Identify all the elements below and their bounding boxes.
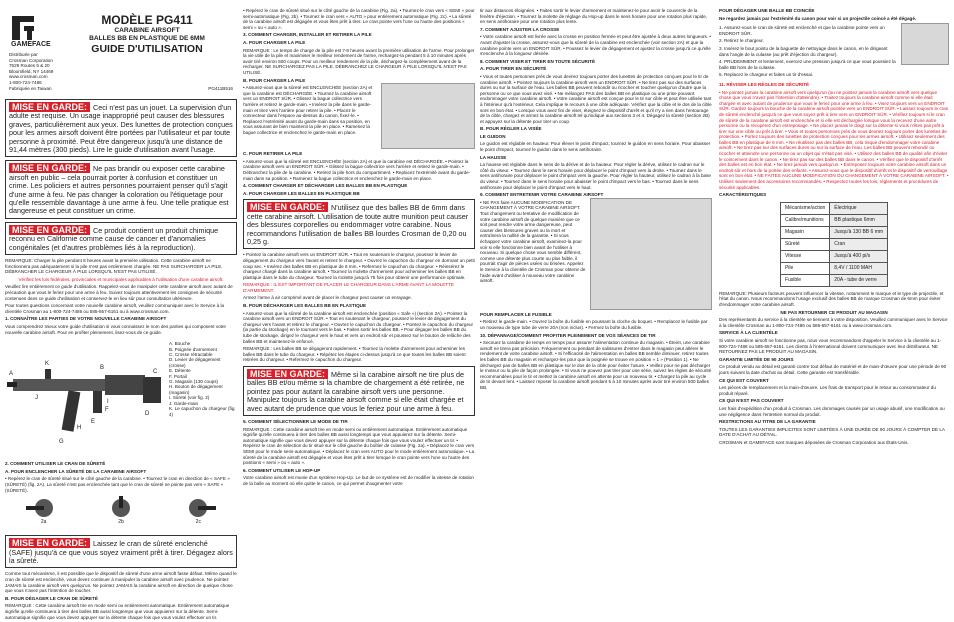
section-11-heading: 11. RÉVISER LES RÈGLES DE SÉCURITÉ [719,81,810,87]
section-3a-text: REMARQUE : Le temps de charge de la pile est 7-8 heures avant la première utilisation de l'arme. Pour prolonger la vie utile de la pile et maximiser le meilleur rendement de l'arme, rechargez-la pendant 5 à 10 minutes après avoir tiré environ 500 coups. Pour un meilleur rendement de la pile, déchargez-la complètement avant de la recharger. NE SURCHARGEZ PAS LA PILE. DÉBRANCHEZ LE CHARGEUR À PILE LORSQU'IL N'EST PAS UTILISÉ. [243,47,475,75]
section-8a-text: • Vous et toutes personnes près de vous devriez toujours porter des lunettes de protection conçues pour le tir de carabine airsoft. • Pointez toujours la carabine airsoft vers un ENDROIT SÛR. • Ne tirez pas sur des surfaces dures ou sur la surface de l'eau. Les balles BB peuvent rebondir ou ricocher et toucher quelqu'un d'autre que la personne ou ce que vous avez visé. • Ne mélangez PAS des balles BB en plastique ou une prise pouvant endommager votre carabine airsoft. • Votre carabine airsoft est conçue pour le tir sur cible et peut être utilisée tant à l'intérieur qu'à l'extérieur. Cela implique le recours à une cible adéquate. Vérifiez que la cible et le dos de la cible sont en bon état. • Lorsque vous avez fini de viser, éteignez le dispositif d'arrêt et qu'il n'y a rien dans l'entourage de la cible, chargez et armez la carabine airsoft tel qu'indiqué aux sections 3 et 4. Dégagez la sûreté (section 2B) et appuyez sur la détente pour tirer un coup. [480,73,712,124]
svg-text:GAMEFACE: GAMEFACE [11,41,51,48]
svg-text:K: K [45,361,50,368]
limits-heading: RESTRICTIONS AU TITRE DE LA GARANTIE [719,419,816,425]
section-8a-heading: A. POUR TIRER EN SÉCURITÉ [480,66,547,72]
table-row: Sûreté Cran [780,238,887,250]
svg-text:I: I [107,399,109,406]
distributor-address: Distribuée par Crosman Corporation 7629 Routes 5 & 20 Bloomfield, NY 14469 www.crosman.com 1-800-724-7486 Fabriquée en Taiwan [9,52,54,91]
warranty-heading: GARANTIE LIMITÉE DE 90 JOURS [719,356,794,362]
table-row: Calibre/munitions BB plastique 6mm [780,214,887,226]
section-2a-text: • Repérez le cran de sûreté situé sur le côté gauche de la carabine. • Tournez le cran en direction de « SAFE » (SÛRETÉ) (fig. 2A). La sûreté n'est pas enclenchée tant que le cran de sûreté ne pointe pas vers « SAFE » (SÛRETÉ). [5,476,230,493]
section-8b-heading: B. POUR RÉGLER LA VISÉE [480,126,542,132]
column-4 [719,6,949,612]
legend-item: G. Magasin (130 coups) [169,379,219,385]
section-3-heading: 3. COMMENT CHARGER, INSTALLER ET RETIRER LA PILE [243,32,372,38]
table-row: Magasin Jusqu'à 130 BB 6 mm [780,226,887,238]
maintenance-section [480,198,712,310]
section-4b-remark: REMARQUE : Les balles BB se dégageront rapidement. • Tournez la molette d'armement pour acheminer les balles BB dans le tube du chargeur. • Répétez les étapes ci-dessus jusqu'à ce que toutes les balles BB soient retirées du chargeur. • Refermez le capuchon du chargeur. [243,346,466,363]
service-text: Si votre carabine airsoft ne fonctionne pas, nous vous recommandons d'appeler le Service à la clientèle au 1-800-724-7486 ou 585-657-6161. Les clients à l'international doivent communiquer avec leur distributeur. NE RETOURNEZ PAS LE PRODUIT AU MAGASIN. [719,337,942,355]
not-covered-text: Les frais d'expédition d'un produit à Crosman. Les dommages causés par un usage abusif, une modification ou une négligence dans l'entretien normal du produit. [719,405,945,417]
front-sight-heading: LE GUIDON [480,133,506,139]
fuse-heading: POUR REMPLACER LE FUSIBLE [480,311,552,317]
section-4-heading: 4. COMMENT CHARGER ET DÉCHARGER LES BALLES BB EN PLASTIQUE [243,183,408,189]
warning-box-4: MISE EN GARDE: N'utilisez que des balles BB de 6mm dans cette carabine airsoft. L'utilisation de toute autre munition peut causer des blessures corporelles ou endommager votre carabine. Nous recommandons l'utilisation de balles BB lourdes Crosman de 0,20 ou 0,25 g. [243,199,475,249]
not-covered-heading: CE QUI N'EST PAS COUVERT [719,398,784,404]
jam-step: 5. Replacez le chargeur et faites un tir d'essai. [719,72,814,78]
jam-step: 4. PRUDEMMENT et lentement, exercez une pression jusqu'à ce que vous poussiez la balle BB hors de la culasse. [719,59,896,70]
section-3b-text: • Assurez-vous que la sûreté est ENCLENCHÉE (section 2A) et que la carabine est DÉCHARGÉE. • Tournez la carabine airsoft vers un ENDROIT SÛR. • Glissez la bague collectrice vers l'arrière et retirez le garde-main. • Insérez la pile dans le garde-main et tirez vers l'arrière pour retirer la pile. • Placez le connecteur dans l'espace au-dessus du canon, fixez-le. • Replacez l'extrémité avant du garde-main dans sa position, en vous assurant de bien maintenir la pile en place. • Ramenez la bague collectrice et enclenchez le garde-main en place. [243,85,373,135]
jam-intro: Ne regardez jamais par l'extrémité du canon pour voir si un projectile coincé a été dégagé. [719,15,917,21]
section-3c-text: • Assurez-vous que la sûreté est ENCLENCHÉE (section 2A) et que la carabine est DÉCHARGÉE. • Pointez la carabine airsoft vers un ENDROIT SÛR. • Glissez la bague collectrice vers l'arrière et retirez le garde-main. • Débranchez la pile de la carabine. • Retirez la pile hors du compartiment. • Replacez l'extrémité avant du garde-main dans sa position. • Ramenez la bague collectrice et enclenchez le garde-main en place. [243,158,471,181]
table-row: Pile 8,4V / 1100 MAH [780,262,887,274]
remarque-text: REMARQUE: Charger la pile pendant 8 heures avant la première utilisation. Cette carabine airsoft ne fonctionnera pas adéquatement si la pile n'est pas entièrement chargée. NE PAS SURCHARGER LA PILE. DÉBRANCHER LE CHARGEUR À PILE LORSQU'IL N'EST PAS UTILISÉ. [5,258,223,275]
parts-legend [169,341,237,417]
return-heading: NE PAS RETOURNER CE PRODUIT AU MAGASIN [780,309,888,315]
section-8-heading: 8. COMMENT VISER ET TIRER EN TOUTE SÉCURITÉ [480,58,596,64]
column-1 [5,6,237,620]
svg-text:C: C [153,369,158,376]
rear-sight-text: La hausse est réglable dans le sens de la dérive et de la hauteur. Pour régler la dérive, utilisez le cadran sur le côté du viseur. • Tournez dans le sens horaire pour déplacer le point d'impact vers la droite. • Tournez dans le sens antihoraire pour déplacer le point d'impact vers la gauche. Pour régler la hauteur, utilisez le cadran à la base du viseur. • Tournez dans le sens horaire pour abaisser le point d'impact vers le bas. • Tournez dans le sens antihoraire pour déplacer le point d'impact vers le haut. [480,162,711,190]
svg-text:J: J [35,395,38,402]
covered-heading: CE QUI EST COUVERT [719,377,769,383]
battery-section [243,83,475,149]
covered-text: Les pièces de remplacement et la main-d'œuvre. Les frais de transport pour le retour au consommateur du produit réparé. [719,385,936,396]
section-6-continued: tir aux distances éloignées. • Faites sortir le levier d'armement et maintenez-le pour avoir le couvercle de la fenêtre d'éjection. • Tournez la molette de réglage du Hop-up dans le sens horaire pour une rotation plus rapide, en sens antihoraire pour une rotation plus lente. [480,8,708,25]
intro-paragraph: Veuillez lire entièrement ce guide d'utilisation. Rappelez-vous de manipuler cette carabine airsoft avec autant de précaution que vous le feriez pour une arme à feu. Suivez toujours attentivement les consignes de sécurité contenues dans ce guide d'utilisation et conservez-le en lieu sûr pour consultation ultérieure. [5,284,233,301]
col1-body [5,96,237,622]
warning-box-6: MISE EN GARDE: Laissez le cran de sûreté enclenché (SAFE) jusqu'à ce que vous soyez vraiment prêt à tirer. Dégagez alors la sûreté. [5,535,237,568]
section-4b-text: • Assurez-vous que la sûreté de la carabine airsoft est enclenchée (position « Safe ») (section 2A). • Pointez la carabine airsoft vers un ENDROIT SÛR. • Tout en soutenant le chargeur, poussez le levier de dégagement du chargeur vers l'avant et retirez le chargeur. • Ouvrez le capuchon du chargeur. • Pointez le capuchon du chargeur (la partie du stockage) en le tournant vers le bas. • Faites sortir les balles BB. • Pour dégager les balles BB du tube de stockage, dirigez le chargeur vers le haut et vers un endroit sûr et poussez sur le bouton de relâche des balles BB et maintenez-le enfoncé. [243,310,474,344]
legend-item: D. Levier de dégagement (crosse) [169,357,221,368]
svg-text:B: B [100,365,105,372]
section-2b-text: REMARQUE : Cette carabine airsoft tire en mode semi ou entièrement automatique. Entièrement automatique signifie qu'elle continuera à tirer des balles BB aussi longtemps que vous appuierez sur la détente. Semi-automatique signifie que vous devez appuyer sur la détente chaque fois que vous voulez effectuer un tir. [5,603,230,620]
legend-item: B. Poignée d'armement [169,346,217,352]
safety-figure-auto: 2c [176,496,220,532]
product-type: CARABINE AIRSOFT [114,27,180,34]
warning-box-1: MISE EN GARDE: Ceci n'est pas un jouet. La supervision d'un adulte est requise. Un usage inapproprié peut causer des blessures graves, particulièrement aux yeux. Des lunettes de protection conçues pour les armes airsoft doivent être portées par l'utilisateur et par toute personne à proximité. Peut être dangereux jusqu'à une distance de 91,44 mètres (300 pieds). Lire le guide d'utilisation avant l'usage. [5,99,237,157]
safety-selector-figures [5,496,237,532]
legend-item: C. Crosse rétractable [169,352,213,358]
jam-step: 3. Insérez le bout pointu de la baguette de nettoyage dans le canon, en le dirigeant dans l'angle de la culasse (au prêt d'éjection du chargeur). [719,45,888,57]
column-2 [243,6,475,612]
laws-note: Vérifiez les lois fédérales, provinciales et municipales applicables à l'utilisation d'une carabine airsoft. [18,276,224,282]
section-2a-heading: A. POUR ENCLENCHER LA SÛRETÉ DE LA CARABINE AIRSOFT [5,468,147,474]
svg-text:E: E [91,419,96,426]
section-3c-heading: C. POUR RETIRER LA PILE [243,151,303,157]
section-4b-heading: B. POUR DÉCHARGER LES BALLES BB EN PLASTIQUE [243,303,367,309]
table-row: Mécanisme/action Électrique [780,202,887,214]
part-number: PG411B516 [208,86,233,91]
safety-rules: • Ne pointez jamais la carabine airsoft vers quelqu'un (ou ne pointez jamais la carabine airsoft vers quelque chose que vous n'avez pas l'intention d'atteindre). • Traitez toujours la carabine airsoft comme si elle était chargée et avec autant de prudence que vous le feriez pour une arme à feu. • Visez toujours vers un ENDROIT SÛR. Gardez toujours la bouche de la carabine airsoft pointée vers un ENDROIT SÛR. • Laissez toujours le cran de sûreté enclenché jusqu'à ce que vous soyez prêt à tirer vers un ENDROIT SÛR. • Vérifiez toujours si le cran de sûreté de la carabine airsoft est enclenchée et si elle est déchargée lorsque vous la recevez d'une autre personne ou la récupérez d'un entreposage. • Ne placez jamais le doigt sur la détente si vous n'êtes pas prêt à tirer sur une cible ou prêt à tirer. • Vous et toutes personnes près de vous devriez toujours porter des lunettes de protection. • Portez toujours des lunettes de protection conçues pour les armes airsoft. • Utilisez seulement des balles BB en plastique de 6 mm. • Ne réutilisez pas des balles BB, cela risque d'endommager votre carabine airsoft. • Ne tirez pas sur des surfaces dures ou sur la surface de l'eau. Les balles BB peuvent rebondir ou ricocher et atteindre une personne ou un objet qui n'était pas visé. • Utilisez des balles BB de qualité afin d'éviter le coincement dans le canon. • Ne tirez pas sur des balles BB dans le canon. • Vérifiez que le dispositif d'arrêt des balles est en bon état. • Ne tirez jamais vers quelqu'un. • Entreposez toujours votre carabine airsoft dans un endroit sûr et hors de la portée des enfants. • Assurez-vous que le dispositif d'arrêt et le dispositif de verrouillage sont en bon état. • NE FAITES AUCUNE MODIFICATION OU CHANGEMENT À VOTRE CARABINE AIRSOFT. • Utilisez seulement des accessoires recommandés. • Respectez toutes les lois, règlements et procédures de sécurité applicables. [719,89,949,190]
legend-item: H. Bouton de dégagement (magasin) [169,384,223,395]
battery-photo [381,83,475,149]
section-1-text: Vous comprendrez mieux votre guide d'utilisation si vous connaissez le nom des parties qui composent votre nouvelle carabine airsoft. Pour en profiter pleinement, lisez-vous de ce guide. [5,324,226,335]
support-paragraph: Pour toutes questions concernant votre nouvelle carabine airsoft, veuillez communiquer avec le Service à la clientèle Crosman au 1-800-724-7486 ou 585-657-6161 ou à www.crosman.com. [5,303,225,314]
svg-text:H: H [77,425,82,432]
section-2-heading: 2. COMMENT UTILISER LE CRAN DE SÛRETÉ [5,461,106,467]
safety-figure-safe: 2a [22,496,66,532]
fuse-text: • Retirez le garde-main. • Ouvrez la boîte du fusible en poussant la cloche du boquet. • Remplacez le fusible par un nouveau de type tube de verre 20A (non inclus). • Fermez la boîte du fusible. [480,319,708,330]
warranty-text: Ce produit vendu au détail est garanti contre tout défaut de matériel et de main-d'œuvre pour une période de 90 jours suivant la date d'achat au détail. Cette garantie est transférable. [719,364,947,375]
legend-item: F. Portail [169,373,187,379]
section-3b-heading: B. POUR CHARGER LA PILE [243,77,306,83]
section-5-heading: 5. COMMENT SÉLECTIONNER LE MODE DE TIR [243,419,348,425]
fuse-photo [590,198,712,310]
warning-box-2: MISE EN GARDE: Ne pas brandir ou exposer cette carabine airsoft en public – cela pourrait porter à confusion et constituer un crime. Les policiers et autres personnes pourraient penser qu'il s'agit d'une arme à feu. Ne pas changer la coloration ou l'étiquetage pour qu'elle ressemble davantage à une arme à feu. Une telle pratique est dangereuse et peut constituer un crime. [5,160,237,218]
jam-heading: POUR DÉGAGER UNE BALLE BB COINCÉE [719,8,815,13]
service-heading: SERVICE À LA CLIENTÈLE [719,330,778,336]
cleaning-rod-photo [901,23,949,65]
safety-figure-semi: 2b [99,496,143,532]
brand-logo [9,14,51,48]
section-3a-heading: A. POUR CHARGER LA PILE [243,39,306,45]
parts-diagram [5,339,237,457]
svg-text:G: G [59,439,64,446]
section-4a-text: • Pointez la carabine airsoft vers un ENDROIT SÛR. • Tout en soutenant le chargeur, poussez le levier de dégagement du chargeur vers l'avant et retirez le chargeur. • Ouvrez le capuchon du chargeur en dormant un petit coup sec. • Insérez des balles BB en plastique de 6 mm. • Refermez le capuchon du chargeur. • Réinsérez le chargeur chargé dans la carabine airsoft. • Tournez la molette d'armement pour acheminer les balles BB en plastique dans le tube du chargeur. Tournez la molette jusqu'à 75 fois pour obtenir une performance optimale. [243,252,475,280]
jam-step: 2. Retirez le chargeur. [719,38,764,44]
section-5-text: REMARQUE : Cette carabine airsoft tire en mode semi ou entièrement automatique. Entièrement automatique signifie qu'elle continuera à tirer des balles BB aussi longtemps que vous appuierez sur la détente. Semi-automatique signifie que vous devez appuyer sur la détente chaque fois que vous voulez effectuer un tir. • Repérez le cran de sélection du tir situé sur le côté gauche du boîtier de culasse (Fig. 2a). • Déplacez le cran vers SEMI pour le mode semi-automatique. • Déplacez le cran vers AUTO pour le mode entièrement automatique. • La sûreté de la carabine airsoft est dégagée et vous êtes prêt à tirer lorsque le cran pointe vers l'une ou l'autre des positions « semi » ou « auto ». [243,426,475,466]
specs-table [780,202,888,287]
section-6-heading: 6. COMMENT UTILISER LE HOP-UP [243,467,321,473]
jam-section [719,23,949,80]
section-4a-text-2: Armez l'arme à air comprimé avant de placer le chargeur peut causer un enrayage. [243,295,412,301]
specs-heading: CARACTÉRISTIQUES [719,192,767,198]
legend-item: J. Garde-main [169,400,199,406]
warning-box-3: MISE EN GARDE: Ce produit contient un produit chimique reconnu en Californie comme cause de cancer et d'anomalies congénitales (et d'autres problèmes liés à la reproduction). [5,222,237,255]
legend-item: I. Sûreté (voir fig. 2) [169,395,210,401]
warning-box-5: MISE EN GARDE: Même si la carabine airsoft ne tire plus de balles BB et/ou même si la chambre de chargement a été retirée, ne pointez pas pour autant la carabine airsoft vers une personne. Manipulez toujours la carabine airsoft comme si elle était chargée et avec autant de prudence que vous le feriez pour une arme à feu. [243,366,475,416]
section-2b-steps: • Repérez le cran de sûreté situé sur le côté gauche de la carabine (Fig. 2a). • Tournez-le cran vers « SEMI » pour semi-automatique (Fig. 2b). • Tournez le cran vers « AUTO » pour entièrement automatique (Fig. 2c). • La sûreté de la carabine airsoft est dégagée et vous êtes prêt à tirer. Le cran pointe vers l'une ou l'autre des positions « semi » ou « auto ». [243,8,475,30]
table-row: Vitesse Jusqu'à 400 pi/s [780,250,887,262]
rifle-illustration [5,339,165,457]
product-title [57,14,237,55]
svg-text:D: D [145,411,150,418]
return-text: Des représentants du service à la clientèle se tiennent à votre disposition. Veuillez communiquer avec le Service à la clientèle Crosman au 1-800-724-7486 ou 585-657-6161 ou à www.crosman.com. [719,317,948,328]
section-9-heading: 9. COMMENT ENTRETENIR VOTRE CARABINE AIRSOFT [480,192,604,198]
rear-sight-heading: LA HAUSSE [480,154,507,160]
section-4a-heading: A. POUR CHARGER LES BALLES EN PLASTIQUE BB [243,190,360,196]
section-1-heading: 1. CONNAÎTRE LES PARTIES DE VOTRE NOUVELLE CARABINE AIRSOFT [5,316,167,322]
jam-steps [719,23,898,80]
product-ammo: BALLES BB EN PLASTIQUE DE 6MM [89,35,205,42]
svg-text:F: F [105,407,109,414]
section-10-heading: 10. DÉPANNAGE/COMMENT PROFITER PLEINEMENT DE VOS SÉANCES DE TIR [480,332,656,338]
section-6-text: Votre carabine airsoft est munie d'un système Hop-Up. Le but de ce système est de modifier la vitesse de rotation de la balle au moment où elle quitte le canon, ce qui permet d'augmenter votre [243,475,474,486]
svg-text:A: A [9,371,14,378]
table-row: Fusible 20A - tube de verre [780,274,887,286]
limits-text: TOUTES LES GARANTIES IMPLICITES SONT LIMITÉES À UNE DURÉE DE 90 JOURS À COMPTER DE LA DATE D'ACHAT AU DÉTAIL. [719,426,945,438]
section-4a-remark: REMARQUE : IL EST IMPORTANT DE PLACER LE CHARGEUR DANS L'ARME AVANT LA MOLETTE D'ARMEMENT. [243,282,454,293]
jam-step: 1. Assurez-vous le cran de sûreté est enclenché et que la carabine pointe vers un ENDROIT SÛR. [719,25,885,36]
legend-item: A. Bouche [169,341,191,347]
legend-item: E. Détente [169,368,191,374]
legend-item: K. Le capuchon du chargeur (fig. 4) [169,406,236,417]
manual-title: GUIDE D'UTILISATION [91,43,203,55]
section-10-text: • Secouez la carabine de temps en temps pour assurer l'alimentation continue du magasin. • Éteint, une carabine airsoft ne tirera pas précision. Fréquemment ou pendant de salissures d'entrer dans le magasin peut altérer le rendement de votre carabine airsoft. • Si l'efficacité de l'alimentation en balles BB semble diminuer, retirez toutes les balles BB du magasin et rechargez-les pour que la poignée se trouve en position « 1 » (Position 1). • Ne déchargez pas de balles BB en plastique sur le dos de la cible pour éviter l'usure. • Veillez pour ne pas décharger le moteur ou la pile de façon prolongée. • Si vous ne pouvez pas tirer pour une série, suivez les règles de sécurité recommandées pour le tir et mettez la carabine airsoft en attente pour un nouveau tir. • Chargez la pile au cycle de tir devant lent. • Laissez reposer la carabine airsoft pendant 5 à 10 minutes après avoir tiré environ 500 balles BB. [480,340,712,390]
footer-trademark: CROSMAN et GAMEFACE sont marques déposées de Crosman Corporation aux États-Unis. [719,439,909,445]
model-title: MODÈLE PG411 [101,13,193,27]
section-2b-heading: B. POUR DÉGAGER LE CRAN DE SÛRETÉ [5,595,98,601]
specs-remark: REMARQUE: Plusieurs facteurs peuvent influencer la vitesse, notamment le marque et le type de projectile, et l'état du canon. Nous recommandons l'usage exclusif des balles BB de marque Crosman de 6mm pour éviter d'endommager votre carabine airsoft. [719,290,944,307]
section-7-heading: 7. COMMENT AJUSTER LA CROSSE [480,26,560,32]
section-7-text: • Votre carabine airsoft est livrée avec la crosse en position fermée et peut être ajustée à deux autres longueurs. • Avant d'ajuster la crosse, assurez-vous que la sûreté de la carabine est enclenchée (voir section 2A) et que la carabine pointe vers un ENDROIT SÛR. • Poussez le levier de dégagement et ajustez la crosse jusqu'à ce qu'elle s'enclenche à la longueur désirée. [480,34,711,57]
section-9-text: • NE PAS faire AUCUNE MODIFICATION DE CHANGEMENT À VOTRE CARABINE AIRSOFT. Tout changement ou tentative de modification de votre carabine airsoft de quelque manière que ce soit peut rendre votre arme dangereuse, peut causer des blessures graves ou la mort et entraînera la nullité de la garantie. • Si vous échappez votre carabine airsoft, examinez-la pour voir si elle fonctionne bien avant de l'utiliser à nouveau. Si quelque chose vous semble différent, comme une détente plus courte ou plus faible, il pourrait s'agir de pièces usées ou brisées. Appelez le Service à la clientèle de Crosman pour obtenir de l'aide avant d'utiliser à nouveau votre carabine airsoft. [480,199,586,284]
column-3 [480,6,712,612]
safety-paragraph: Comme tout mécanisme, il est possible que le dispositif de sûreté d'une arme airsoft fasse défaut. Même quand le cran de sûreté est enclenché, vous devez continuer à manipuler la carabine airsoft avec prudence. Ne pointez JAMAIS la carabine airsoft vers quelqu'un. Ne pointez JAMAIS la carabine airsoft en direction de quelque chose que vous n'avez pas l'intention de toucher. [5,571,237,594]
front-sight-text: Le guidon est réglable en hauteur. Pour élever le point d'impact, tournez le guidon en sens horaire. Pour abaisser le point d'impact, tournez le guidon dans le sens antihoraire. [480,141,711,153]
